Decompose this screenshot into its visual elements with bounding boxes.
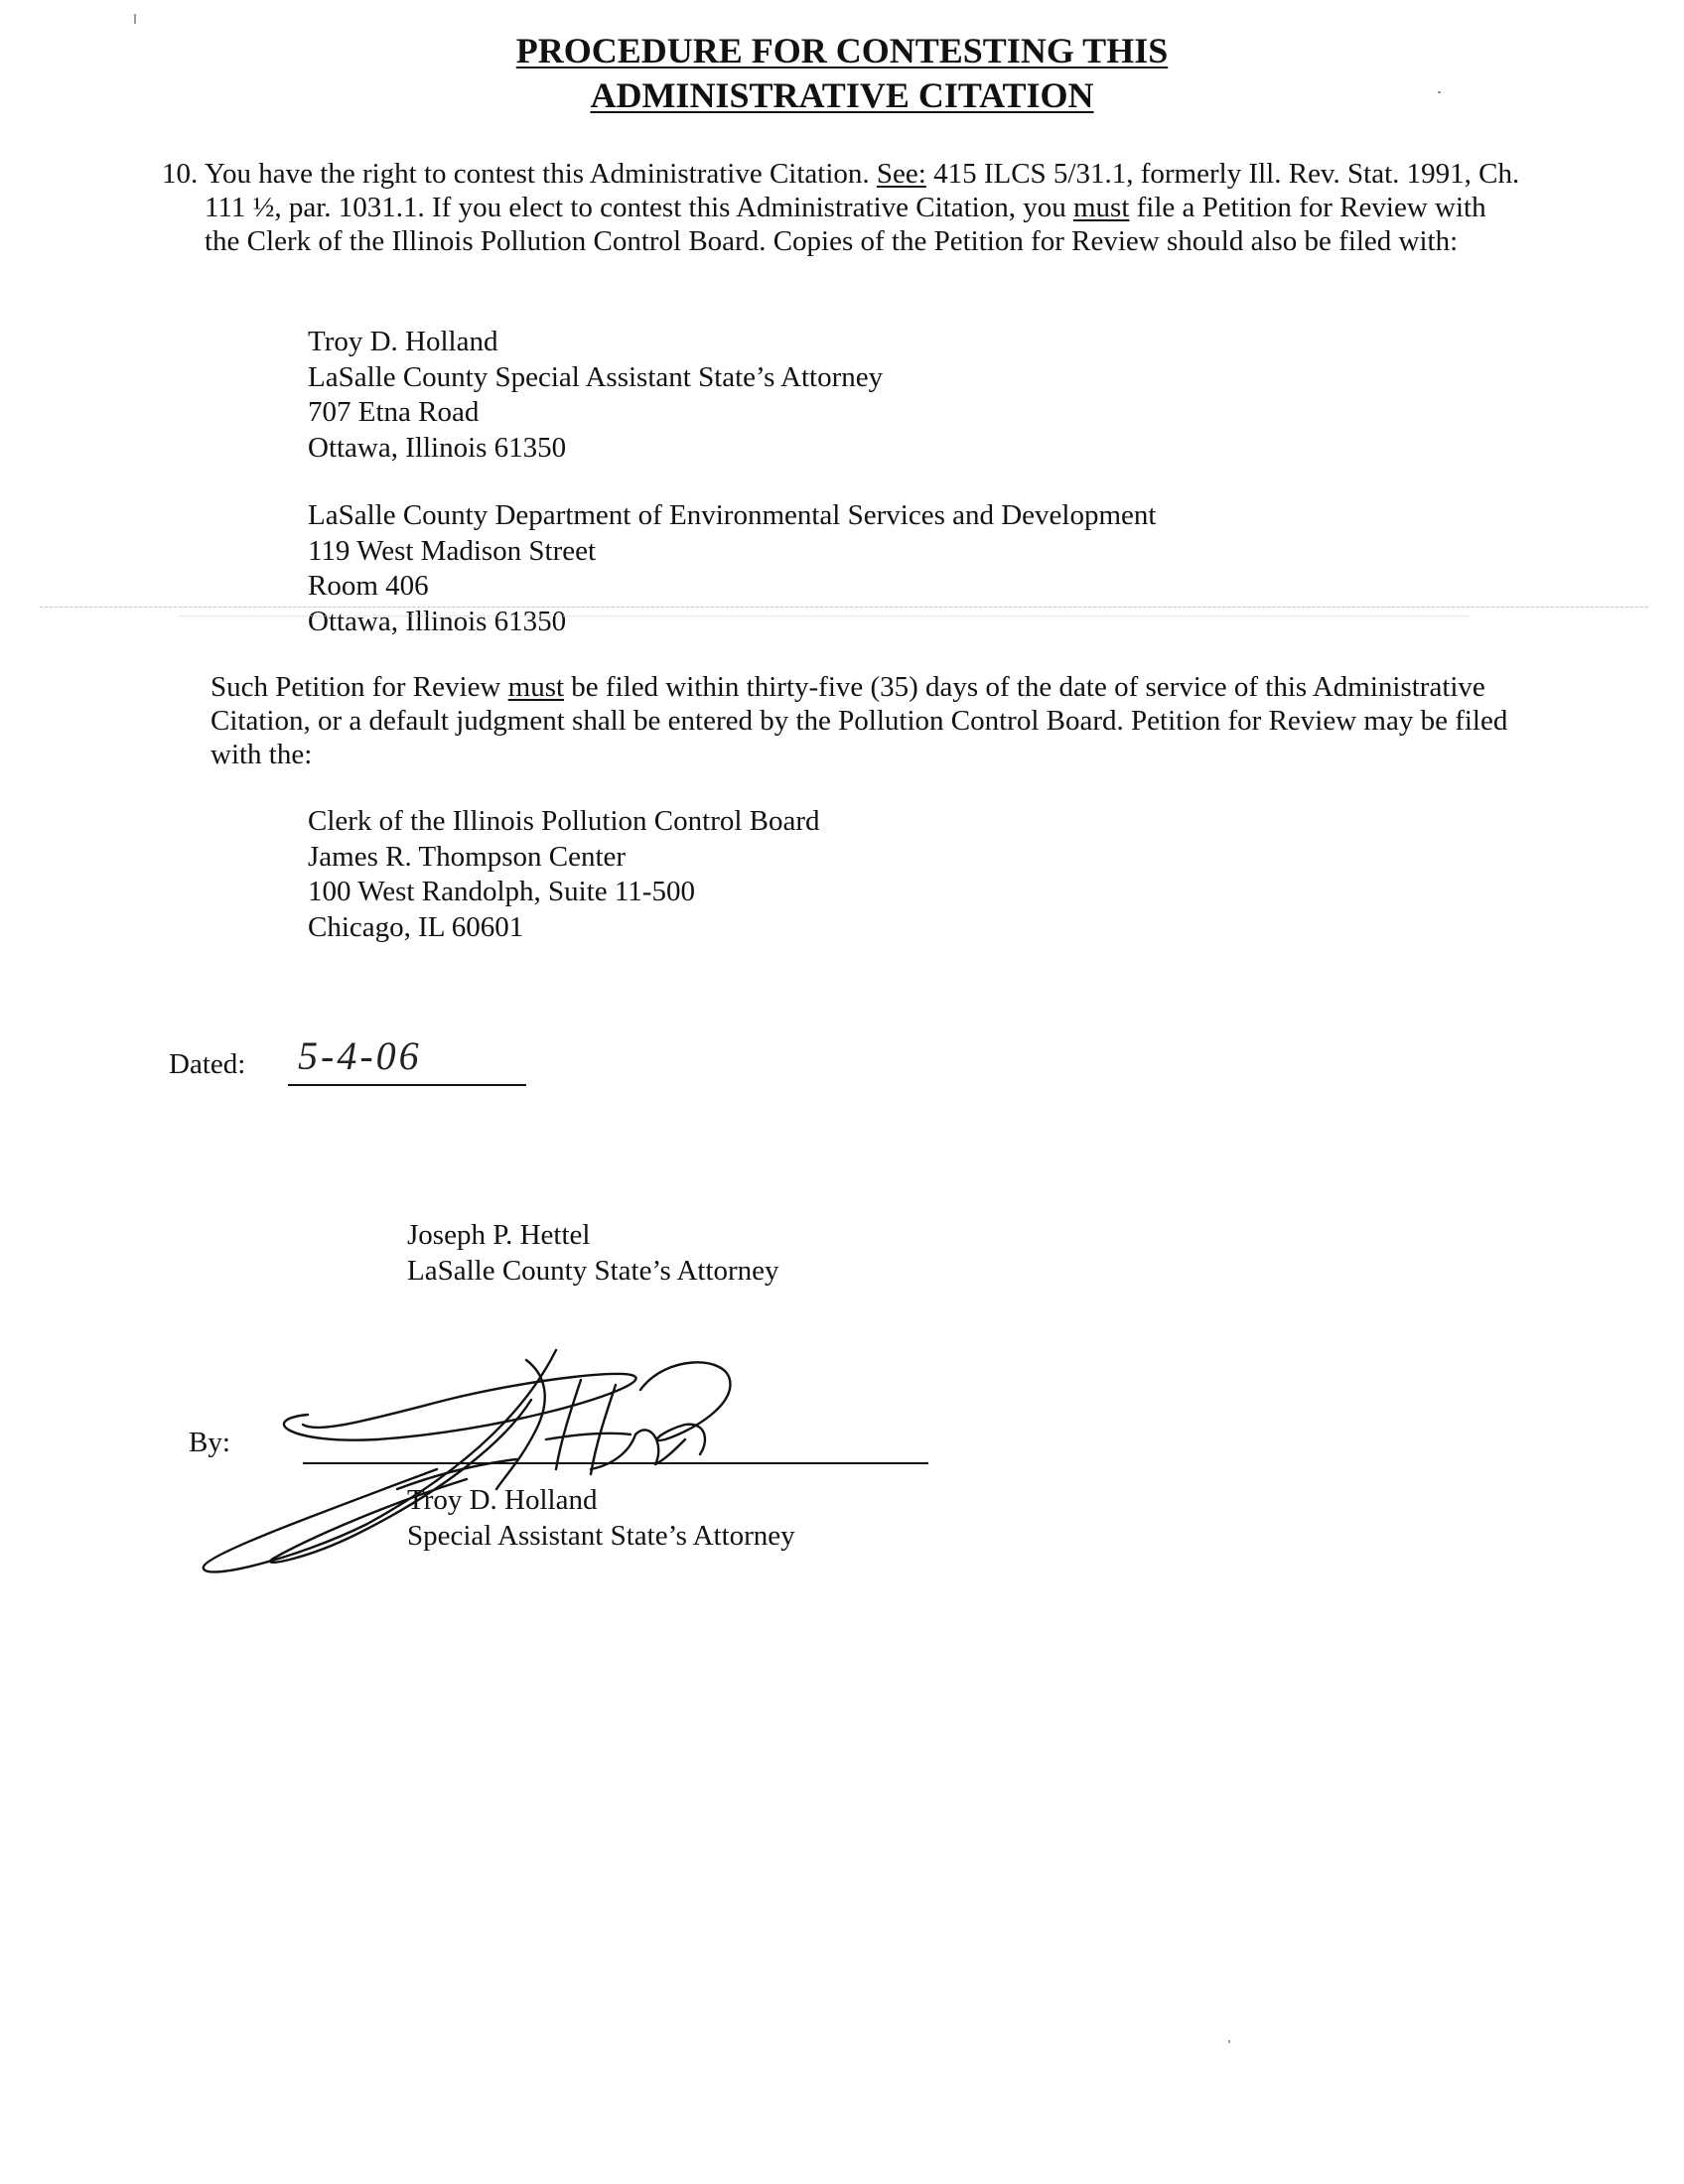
address-line: James R. Thompson Center bbox=[308, 840, 627, 873]
scan-speck bbox=[1228, 2040, 1230, 2043]
paragraph-petition bbox=[210, 670, 1531, 771]
title-line-1: PROCEDURE FOR CONTESTING THIS bbox=[515, 31, 1169, 70]
scan-artifact-line bbox=[40, 607, 1648, 608]
paragraph-number: 10. bbox=[162, 158, 199, 190]
petition-text-b: be filed within thirty-five (35) days of the date of service of this Administrative Citation, or a default judgment shall be entered by the Pollution Control Board. Petition for Review may be filed with the: bbox=[210, 671, 1508, 770]
signatory-name: Troy D. Holland bbox=[407, 1484, 598, 1516]
petition-text-a: Such Petition for Review bbox=[210, 671, 501, 703]
must-emphasis: must bbox=[507, 671, 565, 703]
address-department bbox=[308, 498, 1156, 639]
see-citation: See: bbox=[876, 158, 926, 190]
address-line: Clerk of the Illinois Pollution Control Board bbox=[308, 805, 820, 837]
address-line: 100 West Randolph, Suite 11-500 bbox=[308, 876, 695, 907]
attorney-name: Joseph P. Hettel bbox=[407, 1219, 591, 1251]
address-holland bbox=[308, 325, 883, 466]
address-line: 119 West Madison Street bbox=[308, 534, 597, 567]
dated-label: Dated: bbox=[169, 1048, 246, 1080]
address-line: LaSalle County Department of Environmental Services and Development bbox=[308, 499, 1157, 531]
address-line: Troy D. Holland bbox=[308, 326, 498, 357]
address-clerk bbox=[308, 804, 820, 945]
scan-artifact-line bbox=[179, 615, 1470, 616]
paragraph-10 bbox=[205, 157, 1525, 258]
signatory-block bbox=[407, 1483, 795, 1554]
signatory-title: Special Assistant State’s Attorney bbox=[407, 1519, 795, 1552]
address-line: Ottawa, Illinois 61350 bbox=[308, 431, 567, 464]
address-line: 707 Etna Road bbox=[308, 396, 480, 428]
title-line-2: ADMINISTRATIVE CITATION bbox=[590, 75, 1094, 115]
by-label: By: bbox=[189, 1427, 230, 1458]
dated-handwritten: 5-4-06 bbox=[298, 1033, 422, 1078]
attorney-block bbox=[407, 1218, 779, 1289]
attorney-title: LaSalle County State’s Attorney bbox=[407, 1254, 779, 1287]
paragraph-10-text-c: file a Petition for Review with the Clerk of the Illinois Pollution Control Board. Copies of the Petition for Review should also be filed with: bbox=[205, 192, 1486, 257]
paragraph-10-text-b: 415 ILCS 5/31.1, formerly Ill. Rev. Stat. 1991, Ch. 111 ½, par. 1031.1. If you elect to contest this Administrative Citation, you bbox=[205, 158, 1520, 223]
address-line: LaSalle County Special Assistant State’s Attorney bbox=[308, 360, 884, 393]
scan-speck bbox=[1438, 91, 1441, 93]
address-line: Room 406 bbox=[308, 570, 429, 602]
paragraph-10-text-a: You have the right to contest this Administrative Citation. bbox=[205, 158, 870, 190]
scan-speck bbox=[134, 14, 136, 24]
address-line: Chicago, IL 60601 bbox=[308, 910, 524, 943]
address-line: Ottawa, Illinois 61350 bbox=[308, 605, 567, 637]
must-emphasis: must bbox=[1072, 192, 1130, 223]
dated-underline bbox=[288, 1084, 526, 1086]
